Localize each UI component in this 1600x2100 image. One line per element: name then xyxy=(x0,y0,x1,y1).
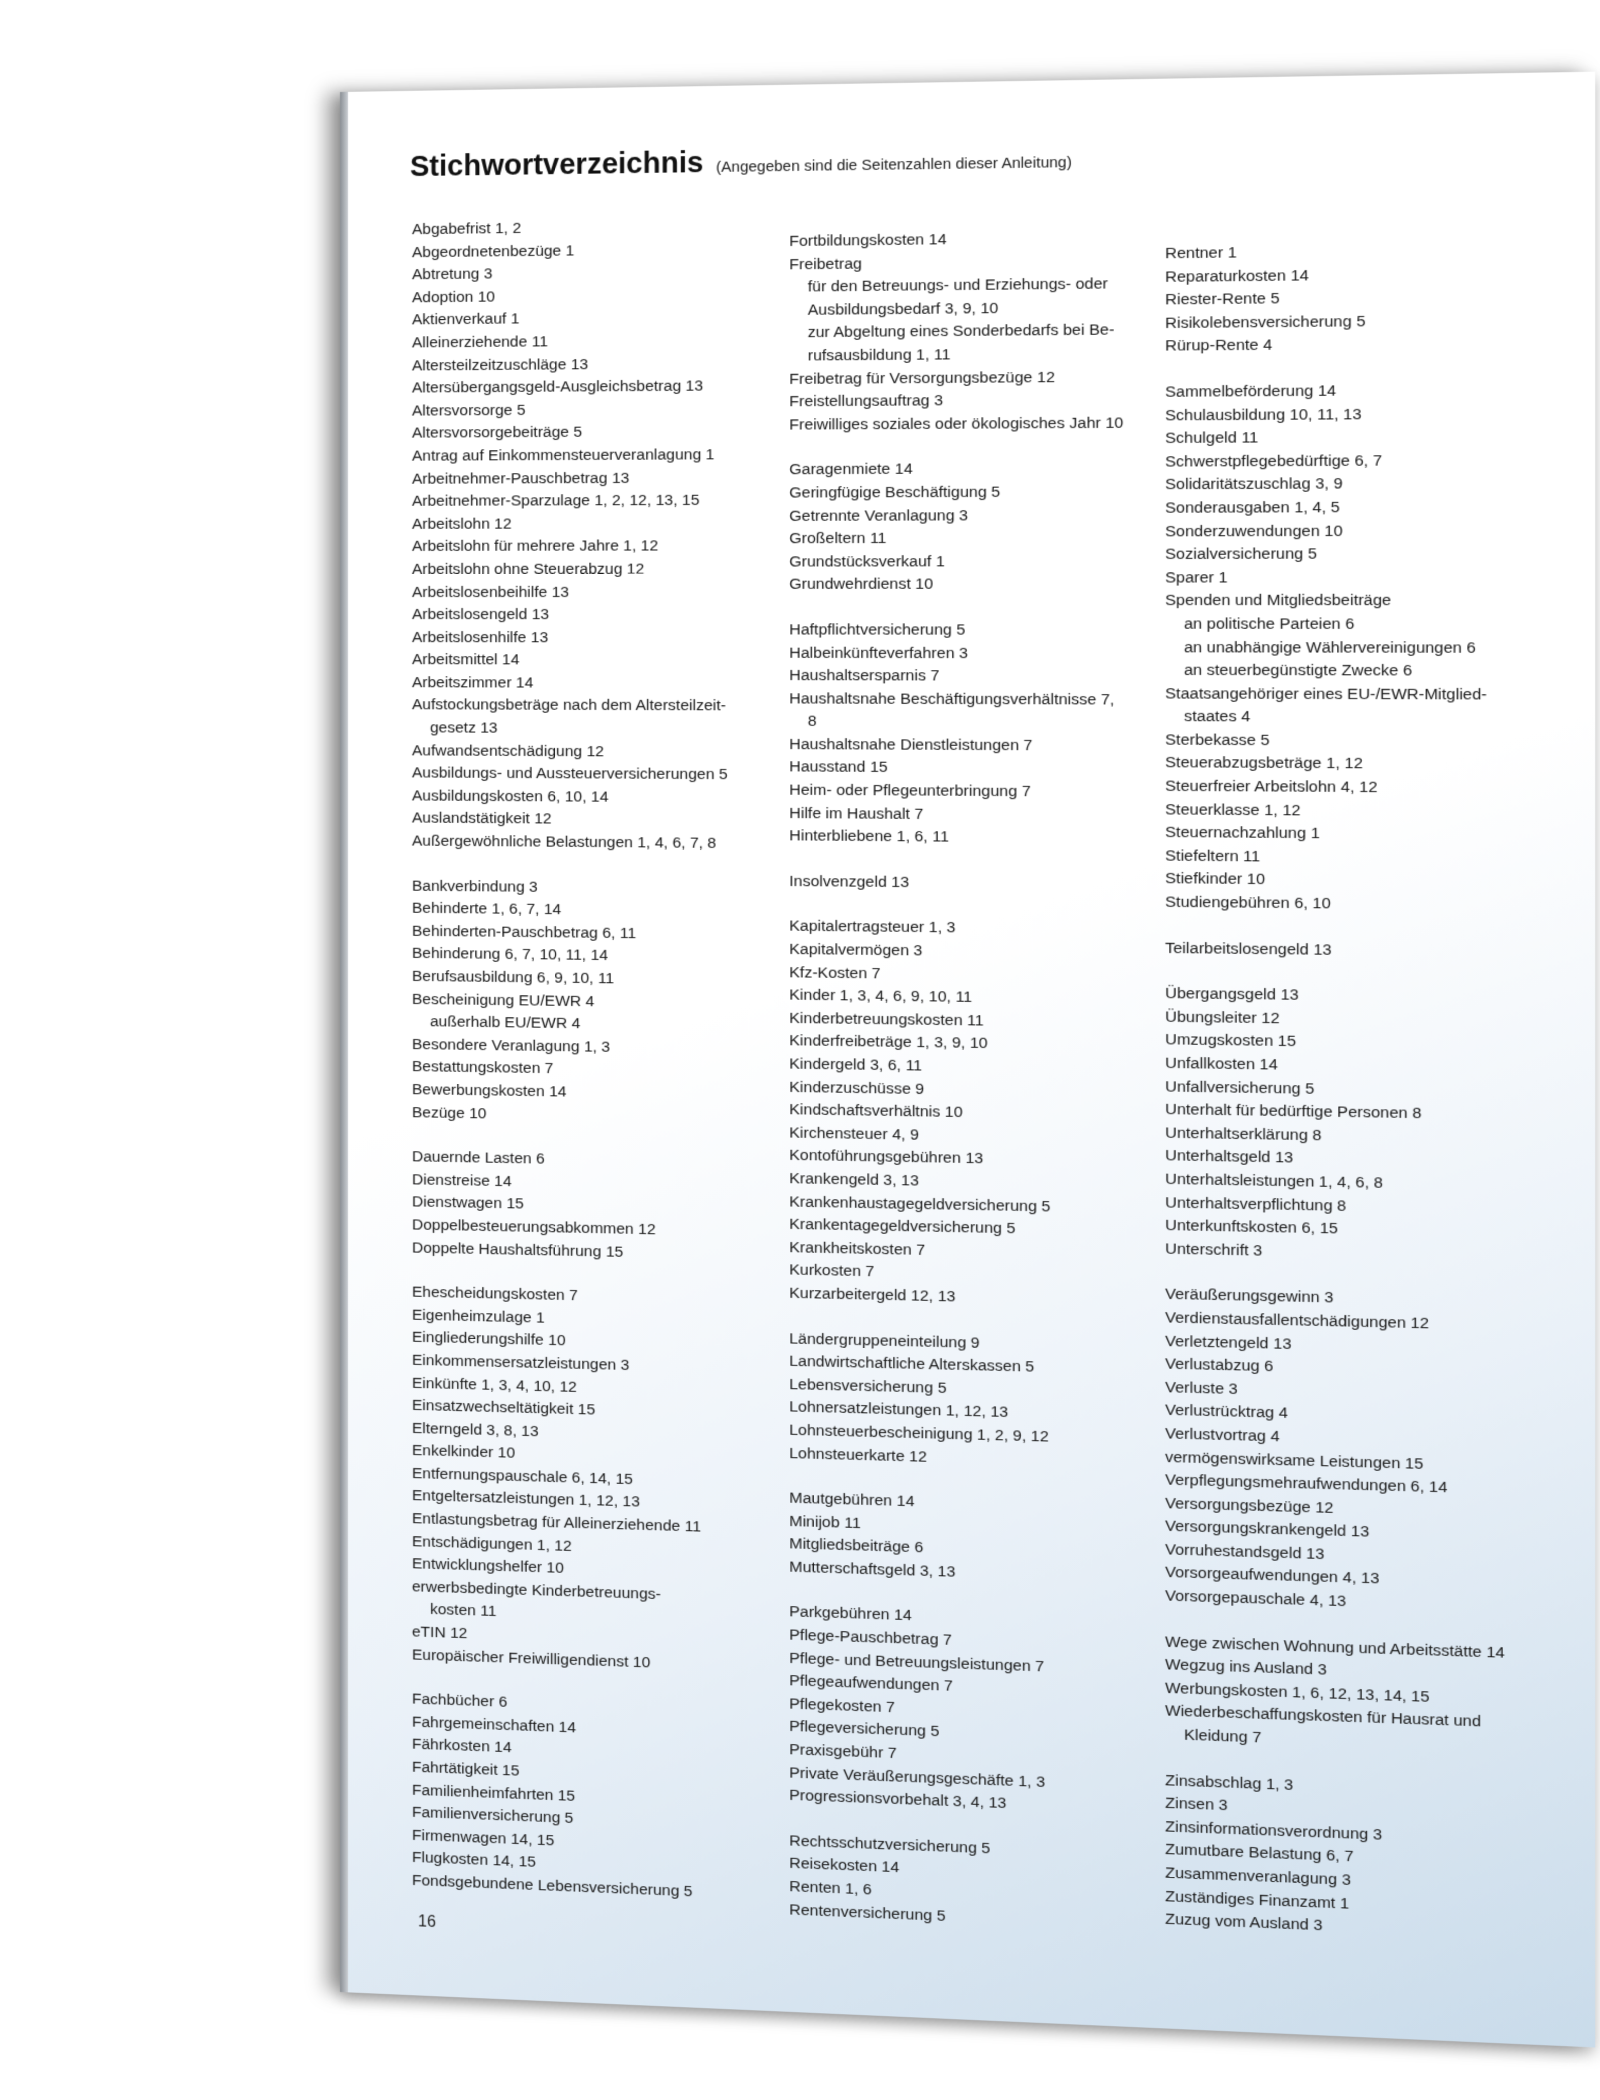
index-entry: Eigenheimzulage 1 xyxy=(411,1306,545,1327)
index-entry: Zuständiges Finanzamt 1 xyxy=(1165,1887,1350,1913)
index-entry: Ausbildungsbedarf 3, 9, 10 xyxy=(807,299,999,319)
index-entry: Freiwilliges soziales oder ökologisches Jahr 10 xyxy=(789,414,1124,434)
index-entry: Schwerstpflegebedürftige 6, 7 xyxy=(1165,451,1383,471)
index-entry: Bewerbungskosten 14 xyxy=(411,1081,567,1101)
index-entry: Veräußerungsgewinn 3 xyxy=(1165,1285,1334,1307)
index-entry: Pflege-Pauschbetrag 7 xyxy=(789,1626,952,1650)
index-entry: Sonderausgaben 1, 4, 5 xyxy=(1165,498,1340,517)
index-entry: Kleidung 7 xyxy=(1184,1726,1262,1747)
index-entry: Lebensversicherung 5 xyxy=(789,1375,947,1397)
index-entry: Landwirtschaftliche Alterskassen 5 xyxy=(789,1352,1035,1376)
index-entry: Auslandstätigkeit 12 xyxy=(411,809,552,828)
index-entry: Entwicklungshelfer 10 xyxy=(411,1555,564,1578)
index-entry: Steuerklasse 1, 12 xyxy=(1165,800,1301,820)
index-entry: an steuerbegünstigte Zwecke 6 xyxy=(1184,661,1413,680)
index-entry: Studiengebühren 6, 10 xyxy=(1165,893,1331,913)
index-entry: Reisekosten 14 xyxy=(789,1855,900,1877)
index-entry: Familienversicherung 5 xyxy=(411,1803,574,1828)
index-entry: Aktienverkauf 1 xyxy=(411,310,520,329)
header xyxy=(410,142,1072,185)
index-entry: Enkelkinder 10 xyxy=(411,1442,516,1463)
index-entry: Vorruhestandsgeld 13 xyxy=(1165,1540,1325,1564)
index-entry: Kurkosten 7 xyxy=(789,1261,875,1281)
index-entry: Bestattungskosten 7 xyxy=(411,1058,554,1078)
index-entry: Kurzarbeitergeld 12, 13 xyxy=(789,1284,956,1306)
index-entry: Vorsorgepauschale 4, 13 xyxy=(1165,1587,1347,1611)
index-entry: Wegzug ins Ausland 3 xyxy=(1165,1656,1327,1680)
index-entry: Entschädigungen 1, 12 xyxy=(411,1532,572,1555)
index-entry: Unterhaltsverpflichtung 8 xyxy=(1165,1193,1347,1215)
index-entry: Mutterschaftsgeld 3, 13 xyxy=(789,1558,956,1581)
index-entry: Wege zwischen Wohnung und Arbeitsstätte 14 xyxy=(1165,1633,1505,1662)
index-entry: Progressionsvorbehalt 3, 4, 13 xyxy=(789,1786,1007,1813)
index-entry: Lohnersatzleistungen 1, 12, 13 xyxy=(789,1398,1009,1422)
index-entry: Reparaturkosten 14 xyxy=(1165,266,1309,286)
index-entry: Altersvorsorge 5 xyxy=(411,401,526,420)
document-page xyxy=(340,72,1595,2048)
index-entry: außerhalb EU/EWR 4 xyxy=(430,1013,581,1033)
index-entry: Doppelbesteuerungsabkommen 12 xyxy=(411,1216,656,1239)
index-entry: Einkommensersatzleistungen 3 xyxy=(411,1351,630,1374)
index-entry: Doppelte Haushaltsführung 15 xyxy=(411,1238,624,1261)
index-entry: Fachbücher 6 xyxy=(411,1690,508,1712)
index-entry: Elterngeld 3, 8, 13 xyxy=(411,1419,539,1440)
index-entry: Arbeitslohn ohne Steuerabzug 12 xyxy=(411,560,645,578)
index-entry: Grundwehrdienst 10 xyxy=(789,575,934,594)
index-entry: Verpflegungsmehraufwendungen 6, 14 xyxy=(1165,1471,1448,1497)
index-entry: Kinder 1, 3, 4, 6, 9, 10, 11 xyxy=(789,986,973,1007)
index-entry: Altersvorsorgebeiträge 5 xyxy=(411,423,583,442)
index-entry: Pflege- und Betreuungsleistungen 7 xyxy=(789,1649,1045,1676)
index-entry: Arbeitnehmer-Pauschbetrag 13 xyxy=(411,469,630,488)
index-entry: Spenden und Mitgliedsbeiträge xyxy=(1165,592,1392,610)
index-entry: Unterhaltserklärung 8 xyxy=(1165,1124,1322,1145)
index-entry: Zuzug vom Ausland 3 xyxy=(1165,1910,1323,1935)
index-entry: Verletztengeld 13 xyxy=(1165,1332,1292,1353)
index-entry: Unfallversicherung 5 xyxy=(1165,1077,1315,1098)
index-entry: Verlustvortrag 4 xyxy=(1165,1424,1280,1446)
index-entry: Hilfe im Haushalt 7 xyxy=(789,804,924,823)
index-entry: Rechtsschutzversicherung 5 xyxy=(789,1832,991,1858)
index-entry: an unabhängige Wählervereinigungen 6 xyxy=(1184,638,1476,657)
index-entry: Haushaltsersparnis 7 xyxy=(789,667,940,685)
index-column-2 xyxy=(789,227,1142,1937)
index-entry: Garagenmiete 14 xyxy=(789,460,913,479)
index-entry: Kinderfreibeträge 1, 3, 9, 10 xyxy=(789,1032,988,1053)
index-entry: Stiefeltern 11 xyxy=(1165,847,1261,866)
index-entry: Kinderzuschüsse 9 xyxy=(789,1078,925,1098)
index-entry: Teilarbeitslosengeld 13 xyxy=(1165,939,1332,959)
index-entry: eTIN 12 xyxy=(411,1623,468,1643)
index-entry: Umzugskosten 15 xyxy=(1165,1031,1296,1051)
index-entry: Fahrgemeinschaften 14 xyxy=(411,1713,577,1737)
index-entry: Verluste 3 xyxy=(1165,1378,1238,1398)
index-entry: Bezüge 10 xyxy=(411,1103,487,1122)
index-entry: Entfernungspauschale 6, 14, 15 xyxy=(411,1464,633,1489)
index-entry: Parkgebühren 14 xyxy=(789,1603,912,1625)
index-entry: Mautgebühren 14 xyxy=(789,1489,915,1511)
index-entry: Unterschrift 3 xyxy=(1165,1240,1263,1260)
index-entry: Unterhaltsgeld 13 xyxy=(1165,1147,1294,1168)
index-entry: Berufsausbildung 6, 9, 10, 11 xyxy=(411,967,615,988)
index-entry: Kapitalertragsteuer 1, 3 xyxy=(789,917,956,937)
index-entry: Kinderbetreuungskosten 11 xyxy=(789,1009,984,1030)
index-entry: Schulausbildung 10, 11, 13 xyxy=(1165,405,1362,425)
index-entry: Schulgeld 11 xyxy=(1165,429,1259,448)
index-entry: Haushaltsnahe Beschäftigungsverhältnisse 7, xyxy=(789,689,1115,709)
index-entry: Unfallkosten 14 xyxy=(1165,1054,1278,1074)
index-entry: kosten 11 xyxy=(430,1601,497,1621)
page-title: Stichwortverzeichnis xyxy=(409,146,704,184)
index-entry: Freibetrag für Versorgungsbezüge 12 xyxy=(789,368,1055,388)
index-entry: Vorsorgeaufwendungen 4, 13 xyxy=(1165,1564,1380,1589)
index-entry: Rentner 1 xyxy=(1165,244,1237,263)
index-entry: Dienstwagen 15 xyxy=(411,1193,524,1213)
index-entry: Zinsen 3 xyxy=(1165,1794,1228,1815)
index-entry: Insolvenzgeld 13 xyxy=(789,872,910,891)
index-entry: Haftpflichtversicherung 5 xyxy=(789,621,966,639)
index-entry: Krankengeld 3, 13 xyxy=(789,1169,919,1190)
index-entry: Steuernachzahlung 1 xyxy=(1165,823,1320,843)
index-entry: Sparer 1 xyxy=(1165,568,1228,587)
index-entry: Behinderten-Pauschbetrag 6, 11 xyxy=(411,922,637,942)
index-entry: Außergewöhnliche Belastungen 1, 4, 6, 7, 8 xyxy=(411,832,717,852)
page-number: 16 xyxy=(418,1913,436,1932)
index-entry: Ausbildungs- und Aussteuerversicherungen 5 xyxy=(411,764,728,784)
index-entry: Besondere Veranlagung 1, 3 xyxy=(411,1035,611,1056)
index-entry: Mitgliedsbeiträge 6 xyxy=(789,1535,924,1557)
index-entry: Renten 1, 6 xyxy=(789,1877,872,1899)
index-entry: Arbeitslosenbeihilfe 13 xyxy=(411,583,570,601)
index-entry: Dauernde Lasten 6 xyxy=(411,1148,545,1168)
index-entry: Unterhaltsleistungen 1, 4, 6, 8 xyxy=(1165,1170,1383,1192)
index-entry: Halbeinkünfteverfahren 3 xyxy=(789,644,968,662)
index-entry: Einsatzwechseltätigkeit 15 xyxy=(411,1396,596,1419)
index-entry: Abgeordnetenbezüge 1 xyxy=(411,241,575,261)
index-entry: Heim- oder Pflegeunterbringung 7 xyxy=(789,781,1031,801)
page-subtitle: (Angegeben sind die Seitenzahlen dieser Anleitung) xyxy=(716,153,1072,176)
index-entry: Kontoführungsgebühren 13 xyxy=(789,1147,984,1168)
index-entry: Rürup-Rente 4 xyxy=(1165,336,1273,356)
index-entry: Entgeltersatzleistungen 1, 12, 13 xyxy=(411,1487,640,1512)
index-entry: Krankenhaustagegeldversicherung 5 xyxy=(789,1192,1051,1216)
index-entry: Firmenwagen 14, 15 xyxy=(411,1826,555,1850)
index-entry: Getrennte Veranlagung 3 xyxy=(789,506,969,525)
index-entry: Unterkunftskosten 6, 15 xyxy=(1165,1216,1339,1238)
index-entry: Freistellungsauftrag 3 xyxy=(789,392,943,411)
index-entry: Abtretung 3 xyxy=(411,265,493,284)
index-entry: Lohnsteuerkarte 12 xyxy=(789,1444,927,1466)
index-entry: Kindschaftsverhältnis 10 xyxy=(789,1101,963,1122)
index-entry: staates 4 xyxy=(1184,708,1251,726)
index-entry: Solidaritätszuschlag 3, 9 xyxy=(1165,475,1343,494)
index-entry: erwerbsbedingte Kinderbetreuungs- xyxy=(411,1578,661,1603)
index-entry: Einkünfte 1, 3, 4, 10, 12 xyxy=(411,1374,577,1396)
index-entry: Riester-Rente 5 xyxy=(1165,290,1280,309)
index-entry: Sonderzuwendungen 10 xyxy=(1165,522,1343,540)
index-entry: Krankheitskosten 7 xyxy=(789,1238,926,1259)
index-entry: Freibetrag xyxy=(789,254,862,273)
index-entry: Unterhalt für bedürftige Personen 8 xyxy=(1165,1100,1422,1123)
index-entry: Sterbekasse 5 xyxy=(1165,731,1270,750)
index-entry: Steuerabzugsbeträge 1, 12 xyxy=(1165,754,1363,773)
index-entry: Aufstockungsbeträge nach dem Altersteilzeit- xyxy=(411,696,726,715)
index-entry: rufsausbildung 1, 11 xyxy=(807,346,951,365)
index-entry: Stiefkinder 10 xyxy=(1165,870,1266,889)
index-entry: 8 xyxy=(807,712,817,731)
index-column-1 xyxy=(412,215,756,1907)
index-entry: Minijob 11 xyxy=(789,1512,861,1532)
index-entry: für den Betreuungs- und Erziehungs- oder xyxy=(807,275,1108,296)
index-entry: Arbeitslohn für mehrere Jahre 1, 12 xyxy=(411,537,659,556)
index-entry: Arbeitnehmer-Sparzulage 1, 2, 12, 13, 15 xyxy=(411,491,700,510)
index-entry: Aufwandsentschädigung 12 xyxy=(411,741,605,760)
index-entry: Zusammenveranlagung 3 xyxy=(1165,1864,1351,1890)
index-entry: Krankentagegeldversicherung 5 xyxy=(789,1215,1016,1238)
index-entry: Kapitalvermögen 3 xyxy=(789,940,923,960)
index-entry: Behinderte 1, 6, 7, 14 xyxy=(411,899,562,919)
index-entry: Übergangsgeld 13 xyxy=(1165,985,1299,1005)
index-entry: Großeltern 11 xyxy=(789,529,887,548)
index-entry: Zinsabschlag 1, 3 xyxy=(1165,1771,1294,1794)
index-entry: Übungsleiter 12 xyxy=(1165,1008,1280,1028)
index-entry: Geringfügige Beschäftigung 5 xyxy=(789,483,1001,502)
index-entry: Rentenversicherung 5 xyxy=(789,1900,946,1925)
index-entry: Europäischer Freiwilligendienst 10 xyxy=(411,1646,651,1672)
index-entry: Familienheimfahrten 15 xyxy=(411,1781,576,1805)
index-entry: Bescheinigung EU/EWR 4 xyxy=(411,990,595,1010)
index-entry: Arbeitszimmer 14 xyxy=(411,674,534,692)
index-entry: Alleinerziehende 11 xyxy=(411,333,548,352)
index-entry: Fährkosten 14 xyxy=(411,1735,512,1757)
index-entry: Adoption 10 xyxy=(411,288,496,307)
index-entry: Sammelbeförderung 14 xyxy=(1165,382,1337,401)
index-entry: Zumutbare Belastung 6, 7 xyxy=(1165,1841,1354,1866)
index-entry: an politische Parteien 6 xyxy=(1184,615,1355,633)
index-entry: Fondsgebundene Lebensversicherung 5 xyxy=(411,1871,693,1901)
index-entry: Altersübergangsgeld-Ausgleichsbetrag 13 xyxy=(411,377,704,397)
index-entry: Altersteilzeitzuschläge 13 xyxy=(411,355,589,375)
index-entry: Sozialversicherung 5 xyxy=(1165,545,1318,564)
index-entry: Private Veräußerungsgeschäfte 1, 3 xyxy=(789,1763,1046,1791)
index-entry: Verdienstausfallentschädigungen 12 xyxy=(1165,1309,1429,1333)
index-entry: Wiederbeschaffungskosten für Hausrat und xyxy=(1165,1702,1482,1731)
index-entry: Staatsangehöriger eines EU-/EWR-Mitglied- xyxy=(1165,684,1487,704)
index-entry: Verlustrücktrag 4 xyxy=(1165,1401,1288,1423)
index-entry: Ehescheidungskosten 7 xyxy=(411,1283,578,1305)
index-entry: Flugkosten 14, 15 xyxy=(411,1849,536,1872)
index-entry: Kirchensteuer 4, 9 xyxy=(789,1124,919,1144)
index-entry: vermögenswirksame Leistungen 15 xyxy=(1165,1448,1424,1473)
index-entry: Fortbildungskosten 14 xyxy=(789,230,947,251)
index-entry: Fahrtätigkeit 15 xyxy=(411,1758,520,1780)
index-entry: Grundstücksverkauf 1 xyxy=(789,552,945,571)
index-entry: Behinderung 6, 7, 10, 11, 14 xyxy=(411,945,609,965)
index-entry: Steuerfreier Arbeitslohn 4, 12 xyxy=(1165,777,1378,797)
index-entry: zur Abgeltung eines Sonderbedarfs bei Be- xyxy=(807,321,1115,342)
index-entry: Abgabefrist 1, 2 xyxy=(411,219,522,239)
index-entry: Hausstand 15 xyxy=(789,758,888,777)
index-entry: Verlustabzug 6 xyxy=(1165,1355,1274,1376)
index-entry: Arbeitslohn 12 xyxy=(411,515,512,533)
index-entry: Kindergeld 3, 6, 11 xyxy=(789,1055,923,1075)
index-entry: Arbeitsmittel 14 xyxy=(411,651,520,669)
index-entry: Dienstreise 14 xyxy=(411,1171,512,1190)
index-entry: Versorgungskrankengeld 13 xyxy=(1165,1517,1370,1542)
index-entry: Hinterbliebene 1, 6, 11 xyxy=(789,827,949,846)
index-entry: Entlastungsbetrag für Alleinerziehende 11 xyxy=(411,1510,702,1536)
index-entry: Haushaltsnahe Dienstleistungen 7 xyxy=(789,735,1033,755)
index-entry: Ausbildungskosten 6, 10, 14 xyxy=(411,787,609,806)
index-entry: Arbeitslosengeld 13 xyxy=(411,606,550,624)
index-entry: Werbungskosten 1, 6, 12, 13, 14, 15 xyxy=(1165,1679,1430,1706)
index-entry: gesetz 13 xyxy=(430,719,498,737)
index-column-3 xyxy=(1165,239,1526,1947)
index-entry: Pflegeversicherung 5 xyxy=(789,1718,940,1741)
index-entry: Lohnsteuerbescheinigung 1, 2, 9, 12 xyxy=(789,1421,1049,1446)
index-entry: Antrag auf Einkommensteuerveranlagung 1 xyxy=(411,446,715,465)
index-entry: Ländergruppeneinteilung 9 xyxy=(789,1329,980,1352)
index-entry: Zinsinformationsverordnung 3 xyxy=(1165,1817,1383,1844)
index-entry: Eingliederungshilfe 10 xyxy=(411,1328,566,1350)
index-entry: Risikolebensversicherung 5 xyxy=(1165,312,1366,332)
index-entry: Kfz-Kosten 7 xyxy=(789,963,881,983)
index-entry: Arbeitslosenhilfe 13 xyxy=(411,628,549,646)
index-entry: Pflegekosten 7 xyxy=(789,1695,895,1717)
index-entry: Praxisgebühr 7 xyxy=(789,1741,897,1763)
index-entry: Pflegeaufwendungen 7 xyxy=(789,1672,953,1696)
index-entry: Versorgungsbezüge 12 xyxy=(1165,1494,1334,1517)
index-entry: Bankverbindung 3 xyxy=(411,877,538,896)
